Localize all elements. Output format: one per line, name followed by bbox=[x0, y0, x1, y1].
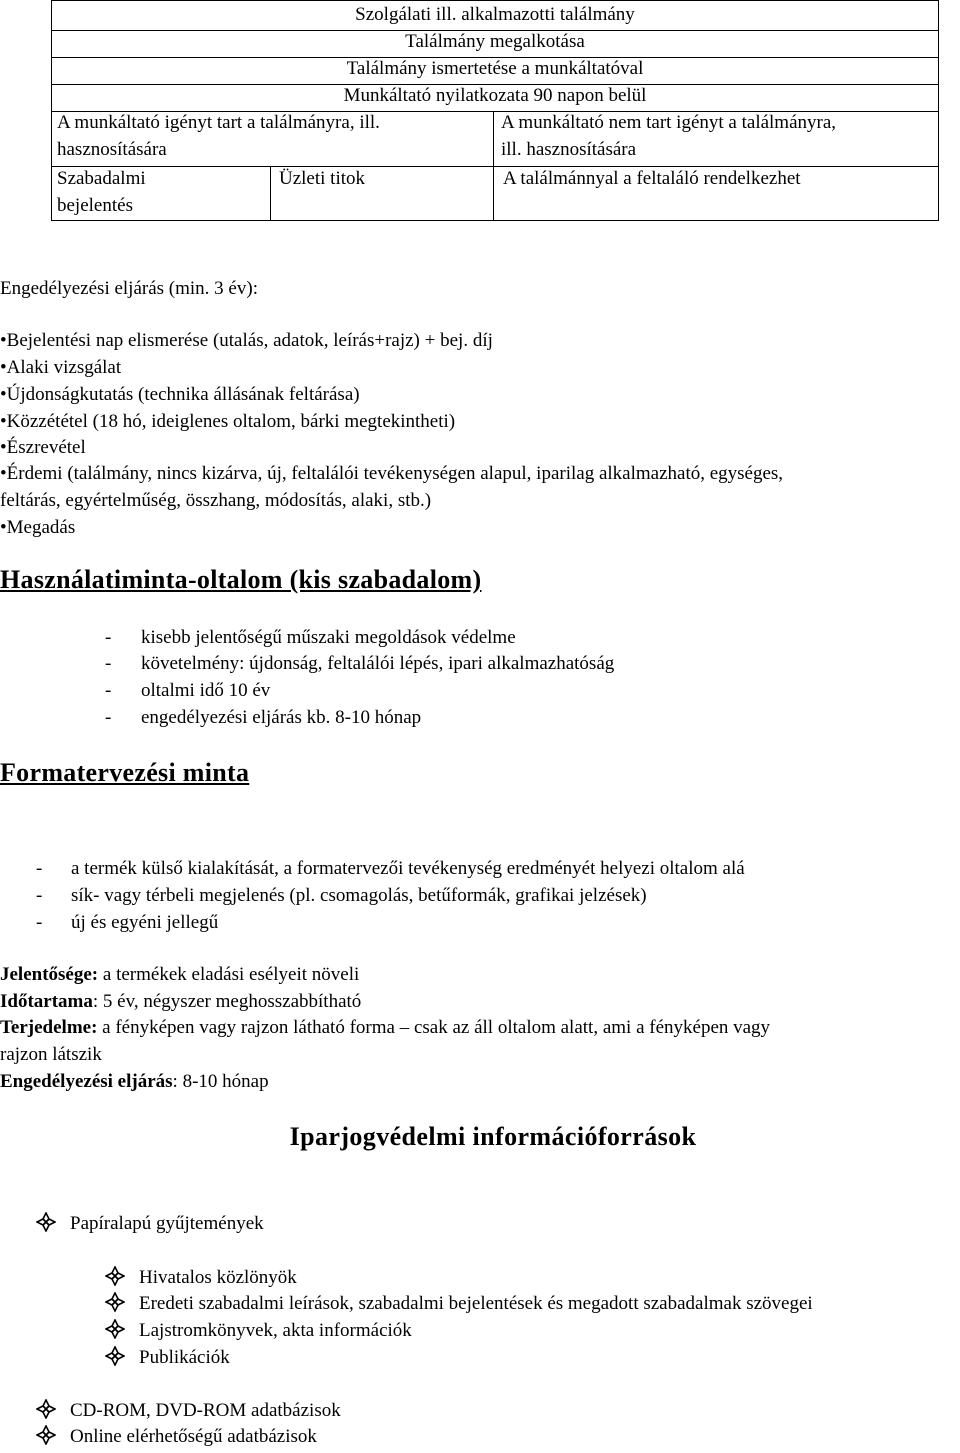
list-item: - bbox=[36, 858, 43, 879]
table-row-invention-disclosure: Találmány ismertetése a munkáltatóval bbox=[346, 58, 644, 79]
diamond-bullet-icon bbox=[105, 1292, 125, 1312]
table-border-top bbox=[51, 0, 939, 1]
trade-secret-cell: Üzleti titok bbox=[279, 168, 366, 189]
list-item: •Alaki vizsgálat bbox=[0, 357, 122, 378]
sources-heading: Iparjogvédelmi információforrások bbox=[289, 1122, 697, 1151]
table-divider-mid bbox=[493, 111, 494, 221]
list-item-text: Megadás bbox=[6, 517, 76, 538]
design-procedure-text: : 8-10 hónap bbox=[172, 1071, 269, 1092]
diamond-bullet-icon bbox=[36, 1425, 56, 1445]
diamond-bullet-icon bbox=[105, 1346, 125, 1366]
list-item-text: Érdemi (találmány, nincs kizárva, új, feltalálói tevékenységen alapul, iparilag alkalmazható, egységes, bbox=[6, 463, 784, 484]
list-item-text: Online elérhetőségű adatbázisok bbox=[70, 1426, 317, 1447]
duration-line bbox=[0, 989, 361, 1016]
scope-label: Terjedelme: bbox=[0, 1017, 98, 1038]
list-item-text: kisebb jelentőségű műszaki megoldások védelme bbox=[141, 627, 516, 648]
list-item: - bbox=[105, 707, 112, 728]
design-heading: Formatervezési minta bbox=[0, 758, 250, 787]
scope-line bbox=[0, 1015, 770, 1042]
list-item: - bbox=[36, 885, 43, 906]
list-item: •Újdonságkutatás (technika állásának feltárása) bbox=[0, 384, 360, 405]
list-item-text: Közzététel (18 hó, ideiglenes oltalom, bárki megtekintheti) bbox=[6, 411, 456, 432]
list-item-text: új és egyéni jellegű bbox=[71, 912, 219, 933]
employer-claims-line1: A munkáltató igényt tart a találmányra, ill. bbox=[57, 112, 380, 133]
list-item-text: Alaki vizsgálat bbox=[6, 357, 122, 378]
scope-line-continuation: rajzon látszik bbox=[0, 1044, 102, 1065]
table-row-employer-statement: Munkáltató nyilatkozata 90 napon belül bbox=[343, 85, 647, 106]
diamond-bullet-icon bbox=[36, 1399, 56, 1419]
list-item-text: követelmény: újdonság, feltalálói lépés, ipari alkalmazhatóság bbox=[141, 653, 615, 674]
significance-text: a termékek eladási esélyeit növeli bbox=[98, 964, 360, 985]
list-item: - bbox=[105, 680, 112, 701]
list-item bbox=[105, 1291, 813, 1318]
list-item-text: Újdonságkutatás (technika állásának feltárása) bbox=[6, 384, 360, 405]
list-item: - bbox=[36, 912, 43, 933]
list-item: •Közzététel (18 hó, ideiglenes oltalom, bárki megtekintheti) bbox=[0, 411, 456, 432]
list-item: •Megadás bbox=[0, 517, 76, 538]
list-item-text: oltalmi idő 10 év bbox=[141, 680, 271, 701]
list-item bbox=[105, 1265, 297, 1292]
significance-label: Jelentősége: bbox=[0, 964, 99, 985]
list-item bbox=[105, 1345, 230, 1372]
list-item bbox=[36, 1398, 341, 1425]
design-procedure-line bbox=[0, 1069, 269, 1096]
employer-no-claim-line2: ill. hasznosítására bbox=[501, 139, 637, 160]
list-item-continuation: feltárás, egyértelműség, összhang, módosítás, alaki, stb.) bbox=[0, 490, 432, 511]
list-item-text: sík- vagy térbeli megjelenés (pl. csomagolás, betűformák, grafikai jelzések) bbox=[71, 885, 647, 906]
table-divider-inner bbox=[270, 166, 271, 221]
list-item-text: Hivatalos közlönyök bbox=[139, 1267, 297, 1288]
list-item-text: CD-ROM, DVD-ROM adatbázisok bbox=[70, 1400, 341, 1421]
patent-application-line1: Szabadalmi bbox=[57, 168, 146, 189]
list-item-text: Papíralapú gyűjtemények bbox=[70, 1213, 264, 1234]
patent-application-line2: bejelentés bbox=[57, 195, 133, 216]
table-border-bottom bbox=[51, 220, 939, 221]
scope-text: a fényképen vagy rajzon látható forma – csak az áll oltalom alatt, ami a fényképen vagy bbox=[97, 1017, 771, 1038]
list-item-text: a termék külső kialakítását, a formatervezői tevékenység eredményét helyezi oltalom alá bbox=[71, 858, 745, 879]
list-item-text: Bejelentési nap elismerése (utalás, adatok, leírás+rajz) + bej. díj bbox=[6, 330, 493, 351]
table-divider bbox=[51, 166, 939, 167]
table-row-invention-creation: Találmány megalkotása bbox=[405, 31, 585, 52]
list-item bbox=[105, 1318, 412, 1345]
list-item bbox=[36, 1424, 317, 1451]
list-item: •Érdemi (találmány, nincs kizárva, új, feltalálói tevékenységen alapul, iparilag alkalmazható, egységes, bbox=[0, 463, 784, 484]
diamond-bullet-icon bbox=[105, 1319, 125, 1339]
list-item-text: Publikációk bbox=[139, 1347, 230, 1368]
invention-table bbox=[51, 0, 939, 221]
list-item-text: Lajstromkönyvek, akta információk bbox=[139, 1320, 412, 1341]
duration-label: Időtartama bbox=[0, 991, 93, 1012]
duration-text: : 5 év, négyszer meghosszabbítható bbox=[92, 991, 362, 1012]
procedure-title: Engedélyezési eljárás (min. 3 év): bbox=[0, 278, 258, 299]
list-item-text: Észrevétel bbox=[6, 437, 86, 458]
list-item: •Bejelentési nap elismerése (utalás, adatok, leírás+rajz) + bej. díj bbox=[0, 330, 493, 351]
list-item bbox=[36, 1211, 264, 1238]
list-item: •Észrevétel bbox=[0, 437, 86, 458]
utility-model-heading: Használatiminta-oltalom (kis szabadalom) bbox=[0, 565, 482, 594]
diamond-bullet-icon bbox=[36, 1212, 56, 1232]
design-procedure-label: Engedélyezési eljárás bbox=[0, 1071, 173, 1092]
list-item-text: engedélyezési eljárás kb. 8-10 hónap bbox=[141, 707, 422, 728]
employer-claims-line2: hasznosítására bbox=[57, 139, 167, 160]
list-item: - bbox=[105, 627, 112, 648]
employer-no-claim-line1: A munkáltató nem tart igényt a találmányra, bbox=[501, 112, 837, 133]
list-item-text: Eredeti szabadalmi leírások, szabadalmi bejelentések és megadott szabadalmak szövegei bbox=[139, 1293, 813, 1314]
list-item: - bbox=[105, 653, 112, 674]
diamond-bullet-icon bbox=[105, 1266, 125, 1286]
inventor-disposes-cell: A találmánnyal a feltaláló rendelkezhet bbox=[503, 168, 801, 189]
significance-line bbox=[0, 962, 359, 989]
table-row-service-invention: Szolgálati ill. alkalmazotti találmány bbox=[355, 4, 635, 25]
